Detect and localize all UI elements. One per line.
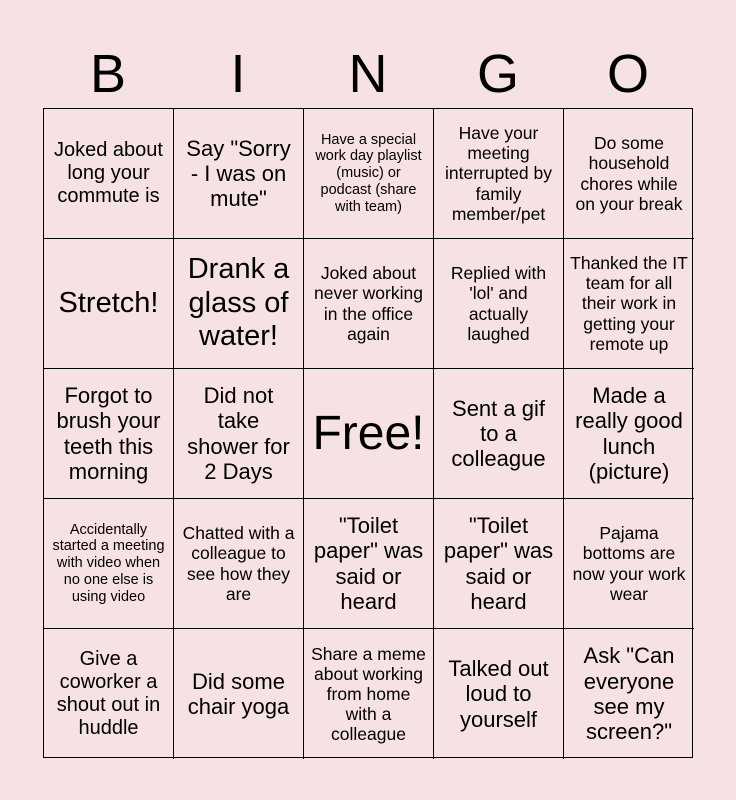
bingo-cell[interactable]: Sent a gif to a colleague — [434, 369, 564, 499]
header-letter-n: N — [348, 44, 388, 104]
bingo-cell[interactable]: Forgot to brush your teeth this morning — [44, 369, 174, 499]
bingo-cell[interactable]: Have a special work day playlist (music) or podcast (share with team) — [304, 109, 434, 239]
bingo-cell[interactable]: Replied with 'lol' and actually laughed — [434, 239, 564, 369]
bingo-cell[interactable]: "Toilet paper" was said or heard — [304, 499, 434, 629]
bingo-cell[interactable]: Have your meeting interrupted by family member/pet — [434, 109, 564, 239]
bingo-cell[interactable]: Do some household chores while on your break — [564, 109, 694, 239]
bingo-cell[interactable]: Joked about long your commute is — [44, 109, 174, 239]
bingo-cell[interactable]: Did not take shower for 2 Days — [174, 369, 304, 499]
bingo-cell[interactable]: Say "Sorry - I was on mute" — [174, 109, 304, 239]
bingo-cell[interactable]: "Toilet paper" was said or heard — [434, 499, 564, 629]
bingo-cell[interactable]: Joked about never working in the office again — [304, 239, 434, 369]
header-letter-i: I — [230, 44, 246, 104]
bingo-cell[interactable]: Chatted with a colleague to see how they are — [174, 499, 304, 629]
free-space-cell[interactable]: Free! — [304, 369, 434, 499]
bingo-cell[interactable]: Did some chair yoga — [174, 629, 304, 759]
bingo-cell[interactable]: Stretch! — [44, 239, 174, 369]
bingo-cell[interactable]: Give a coworker a shout out in huddle — [44, 629, 174, 759]
bingo-cell[interactable]: Accidentally started a meeting with video when no one else is using video — [44, 499, 174, 629]
bingo-cell[interactable]: Share a meme about working from home with a colleague — [304, 629, 434, 759]
bingo-cell[interactable]: Pajama bottoms are now your work wear — [564, 499, 694, 629]
bingo-header — [43, 40, 693, 108]
bingo-cell[interactable]: Made a really good lunch (picture) — [564, 369, 694, 499]
header-letter-o: O — [606, 44, 649, 104]
header-letter-g: G — [476, 44, 519, 104]
bingo-cell[interactable]: Ask "Can everyone see my screen?" — [583, 643, 675, 745]
bingo-cell[interactable]: Thanked the IT team for all their work in getting your remote up — [564, 239, 694, 369]
header-letter-b: B — [89, 44, 127, 104]
bingo-cell[interactable]: Talked out loud to yourself — [434, 629, 564, 759]
bingo-grid — [43, 108, 693, 758]
bingo-cell[interactable]: Drank a glass of water! — [174, 239, 304, 369]
